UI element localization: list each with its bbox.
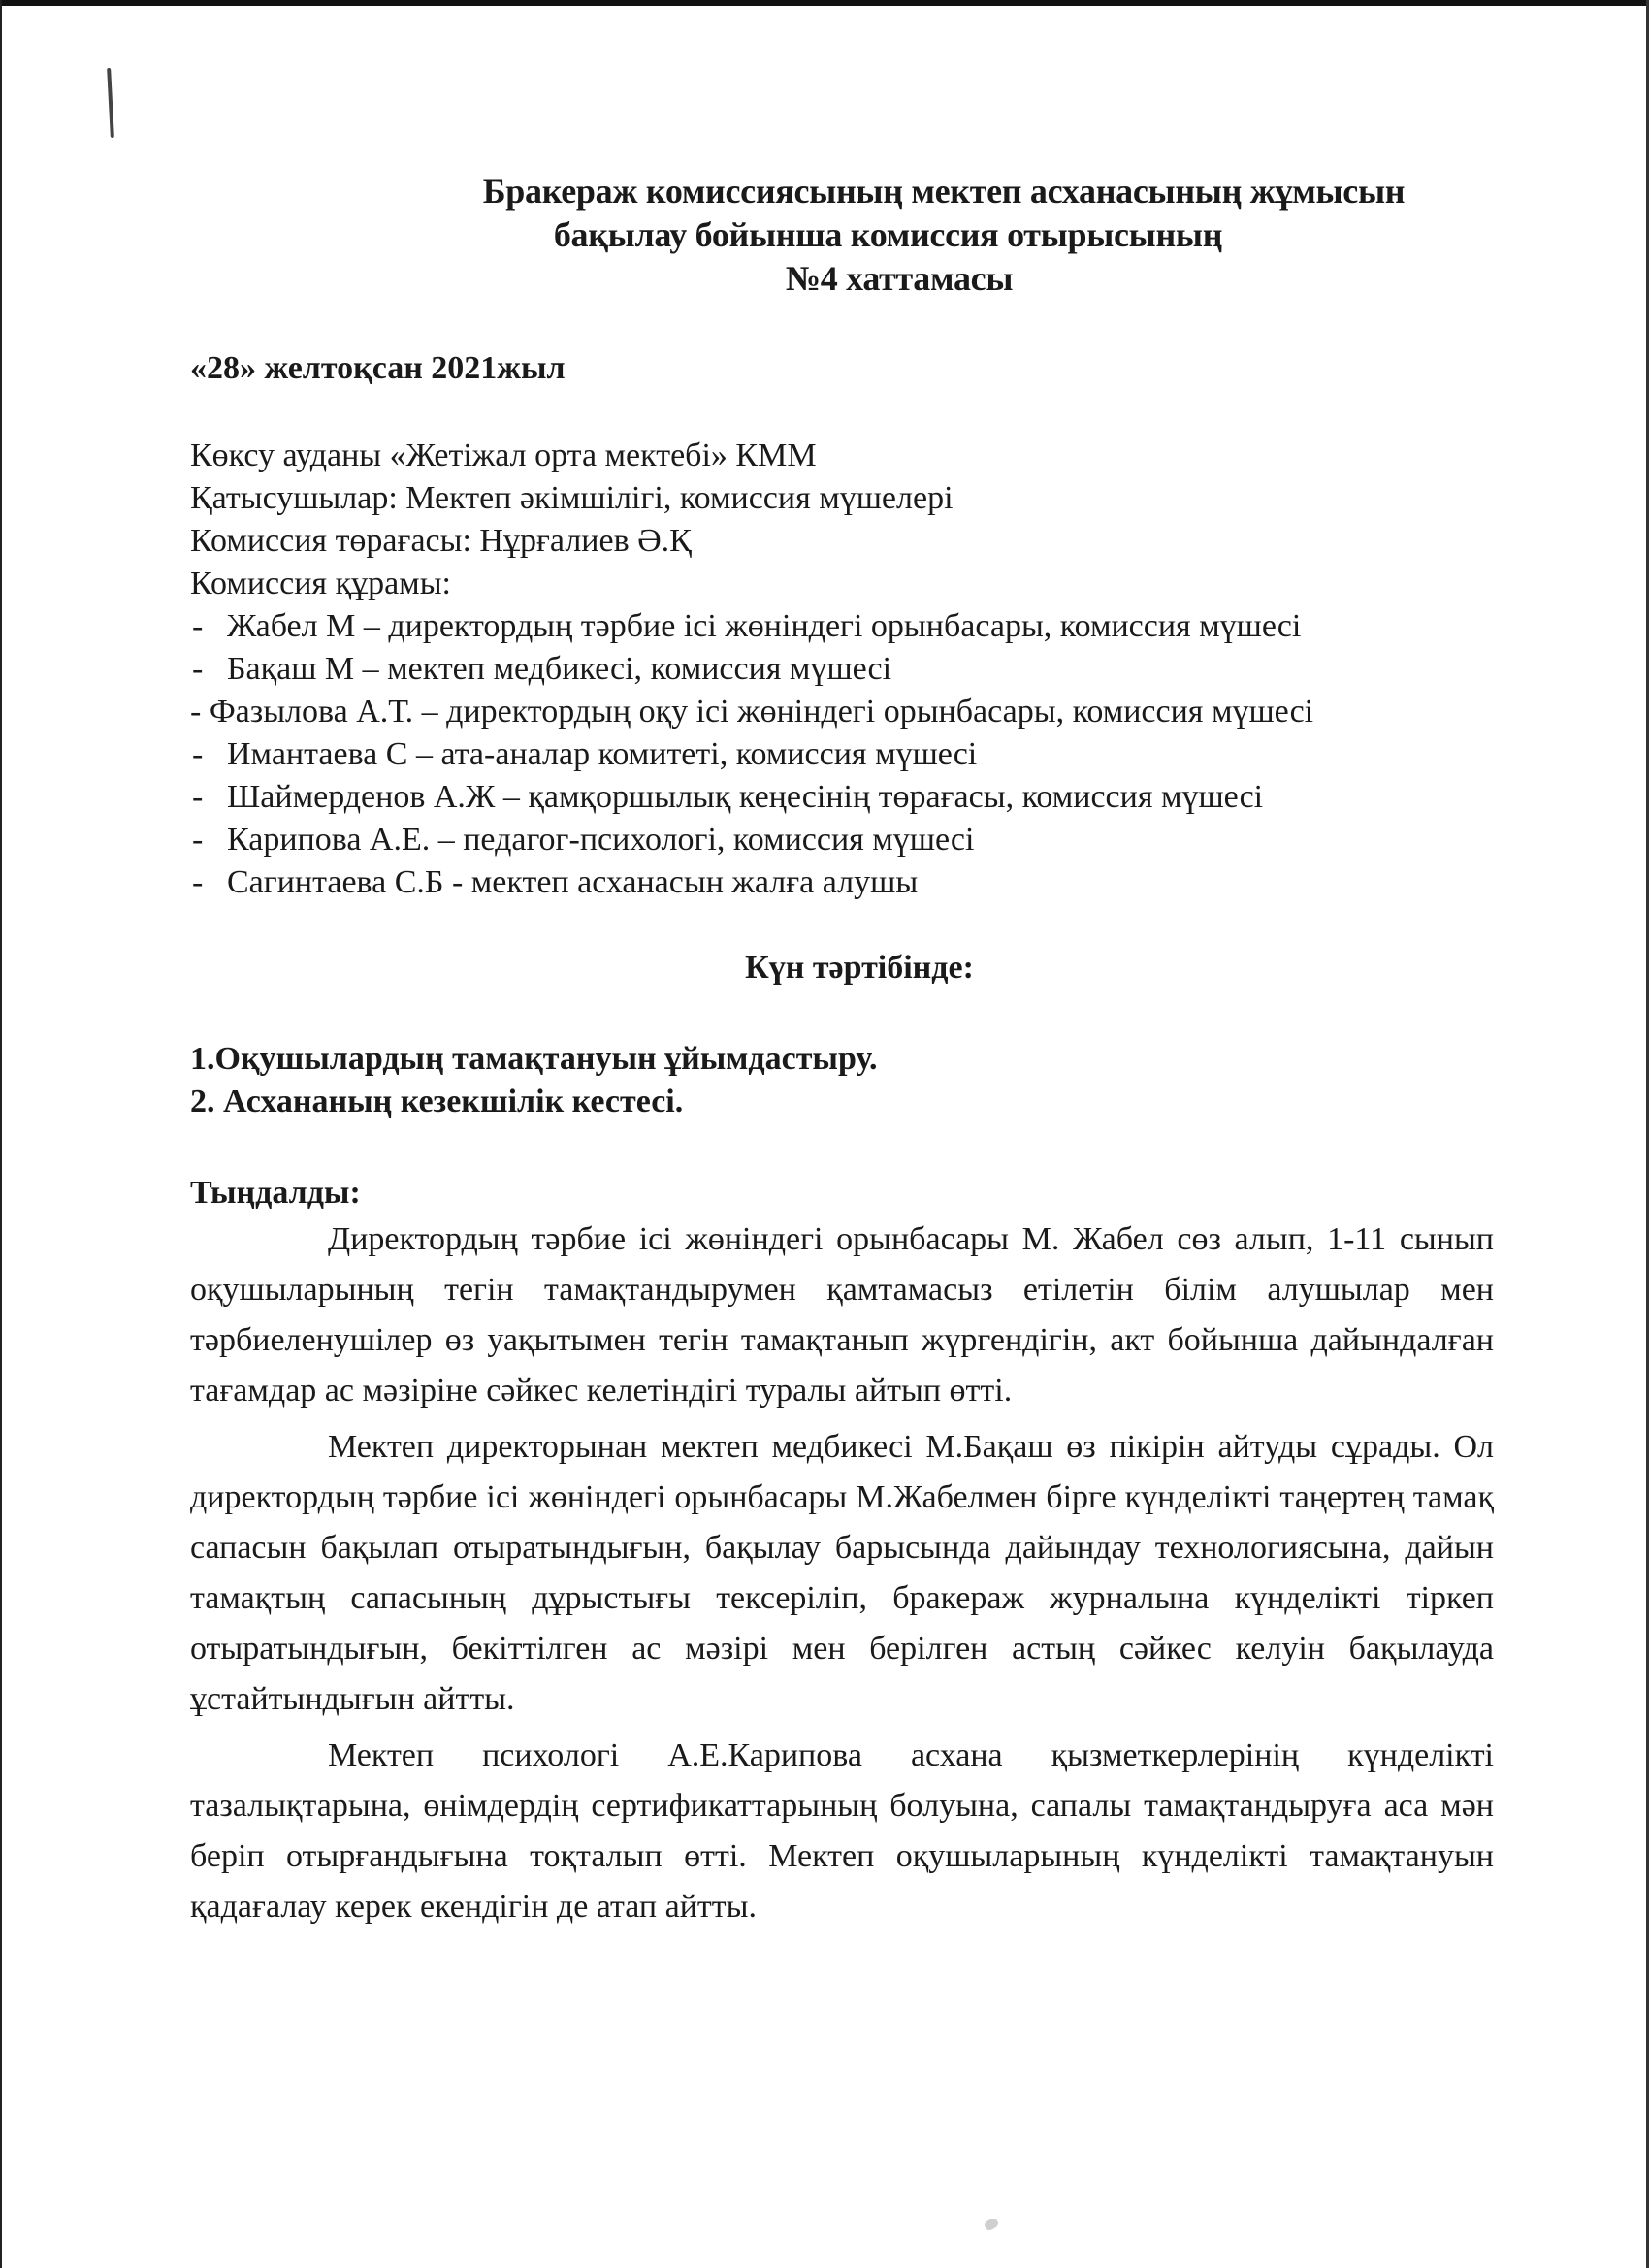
document-title xyxy=(190,170,1494,301)
title-line-2: бақылау бойынша комиссия отырысының xyxy=(553,215,1223,254)
member-item: - Фазылова А.Т. – директордың оқу ісі жөніндегі орынбасары, комиссия мүшесі xyxy=(190,694,1314,729)
body-paragraph: Директордың тәрбие ісі жөніндегі орынбасары М. Жабел сөз алып, 1-11 сынып оқушыларының тегін тамақтандырумен қамтамасыз етілетін білім алушылар мен тәрбиеленушілер өз уақытымен тегін тамақтанып жүргендігін, акт бойынша дайындалған тағамдар ас мәзіріне сәйкес келетіндігі туралы айтып өтті. xyxy=(190,1221,1494,1409)
title-line-1: Бракераж комиссиясының мектеп асханасының жұмысын xyxy=(482,172,1406,211)
body-paragraph: Мектеп психологі А.Е.Карипова асхана қызметкерлерінің күнделікті тазалықтарына, өнімдердің сертификаттарының болуына, сапалы тамақтандыруға аса мән беріп отырғандығына тоқталып өтті. Мектеп оқушыларының күнделікті тамақтануын қадағалау керек екендігін де атап айтты. xyxy=(190,1737,1494,1925)
protocol-date: «28» желтоқсан 2021жыл xyxy=(190,350,566,386)
scan-border-left xyxy=(0,0,2,2268)
meeting-info xyxy=(190,435,1494,904)
agenda-heading: Күн тәртібінде: xyxy=(745,950,974,986)
member-item: - Бақаш М – мектеп медбикесі, комиссия мүшесі xyxy=(190,648,1494,691)
scan-speck xyxy=(983,2217,999,2232)
members-heading: Комиссия құрамы: xyxy=(190,566,451,601)
member-item: - Карипова А.Е. – педагог-психологі, комиссия мүшесі xyxy=(190,819,1494,861)
participants: Қатысушылар: Мектеп әкімшілігі, комиссия мүшелері xyxy=(190,480,954,516)
member-item: - Шаймерденов А.Ж – қамқоршылық кеңесінің төрағасы, комиссия мүшесі xyxy=(190,776,1494,819)
agenda-item: 2. Асхананың кезекшілік кестесі. xyxy=(190,1084,684,1119)
member-item: - Жабел М – директордың тәрбие ісі жөніндегі орынбасары, комиссия мүшесі xyxy=(190,605,1494,648)
chairman: Комиссия төрағасы: Нұрғалиев Ә.Қ xyxy=(190,523,692,559)
organization: Көксу ауданы «Жетіжал орта мектебі» КММ xyxy=(190,437,817,473)
members-list xyxy=(190,605,1494,904)
title-line-3: №4 хаттамасы xyxy=(785,259,1014,298)
agenda-list xyxy=(190,1038,1494,1123)
document-page xyxy=(190,170,1494,1938)
scan-border-top xyxy=(0,0,1649,6)
member-item: - Имантаева С – ата-аналар комитеті, комиссия мүшесі xyxy=(190,733,1494,776)
body-paragraph: Мектеп директорынан мектеп медбикесі М.Бақаш өз пікірін айтуды сұрады. Ол директордың тәрбие ісі жөніндегі орынбасары М.Жабелмен бірге күнделікті таңертең тамақ сапасын бақылап отыратындығын, бақылау барысында дайындау технологиясына, дайын тамақтың сапасының дұрыстығы тексеріліп, бракераж журналына күнделікті тіркеп отыратындығын, бекіттілген ас мәзірі мен берілген астың сәйкес келуін бақылауда ұстайтындығын айтты. xyxy=(190,1429,1494,1717)
pen-mark xyxy=(107,68,114,138)
agenda-item: 1.Оқушылардың тамақтануын ұйымдастыру. xyxy=(190,1041,878,1077)
member-item: - Сагинтаева С.Б - мектеп асханасын жалға алушы xyxy=(190,861,1494,904)
heard-heading: Тыңдалды: xyxy=(190,1175,361,1211)
